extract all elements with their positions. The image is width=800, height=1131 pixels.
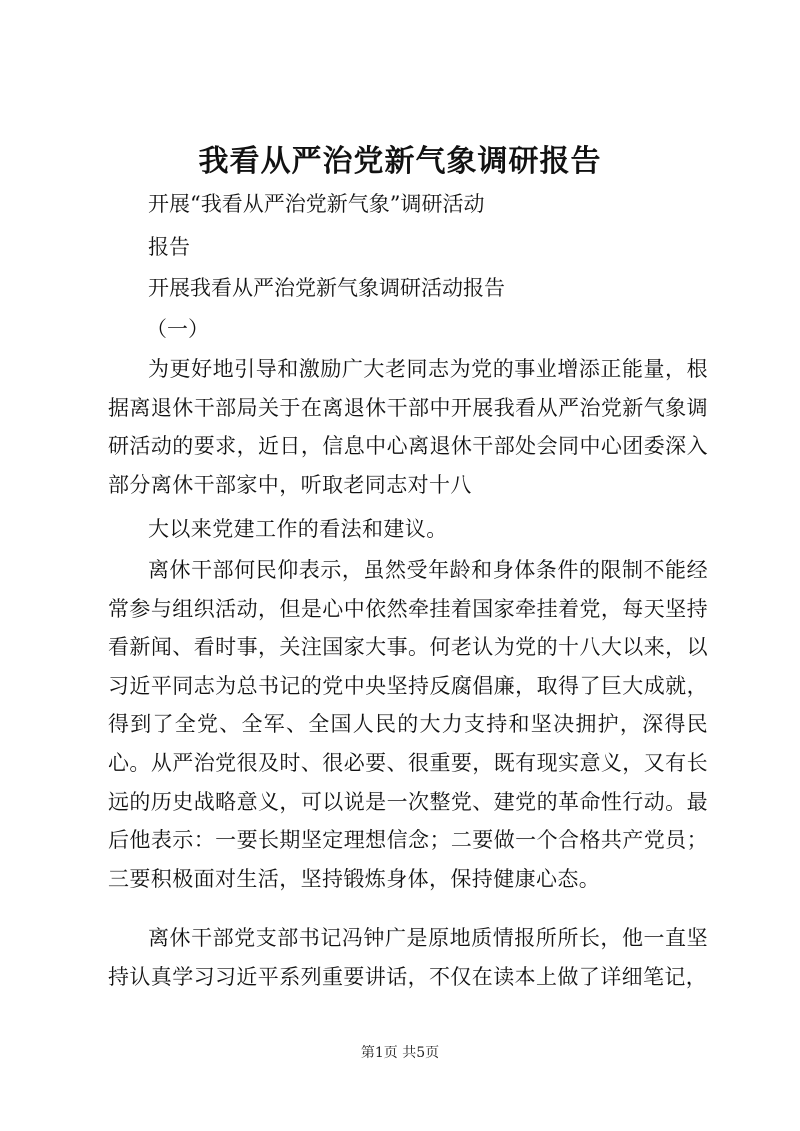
document-title: 我看从严治党新气象调研报告 — [198, 144, 602, 179]
subtitle-line-2: 报告 — [148, 235, 190, 259]
paragraph-4: 离休干部党支部书记冯钟广是原地质情报所所长，他一直坚持认真学习习近平系列重要讲话，不仅在读本上做了详细笔记， — [108, 926, 708, 989]
page-footer: 第1页 共5页 — [360, 1045, 440, 1061]
subtitle-line-1: 开展“我看从严治党新气象”调研活动 — [148, 192, 485, 216]
paragraph-2: 大以来党建工作的看法和建议。 — [148, 517, 448, 541]
paragraph-3: 离休干部何民仰表示，虽然受年龄和身体条件的限制不能经常参与组织活动，但是心中依然牵挂着国家牵挂着党，每天坚持看新闻、看时事，关注国家大事。何老认为党的十八大以来，以习近平同志为总书记的党中央坚持反腐倡廉，取得了巨大成就，得到了全党、全军、全国人民的大力支持和坚决拥护，深得民心。从严治党很及时、很必要、很重要，既有现实意义，又有长远的历史战略意义，可以说是一次整党、建党的革命性行动。最后他表示：一要长期坚定理想信念；二要做一个合格共产党员；三要积极面对生活，坚持锻炼身体，保持健康心态。 — [108, 558, 708, 891]
section-marker: （一） — [146, 317, 209, 341]
paragraph-1: 为更好地引导和激励广大老同志为党的事业增添正能量，根据离退休干部局关于在离退休干部中开展我看从严治党新气象调研活动的要求，近日，信息中心离退休干部处会同中心团委深入部分离休干部家中，听取老同志对十八 — [108, 357, 708, 497]
subtitle-line-3: 开展我看从严治党新气象调研活动报告 — [148, 276, 505, 300]
